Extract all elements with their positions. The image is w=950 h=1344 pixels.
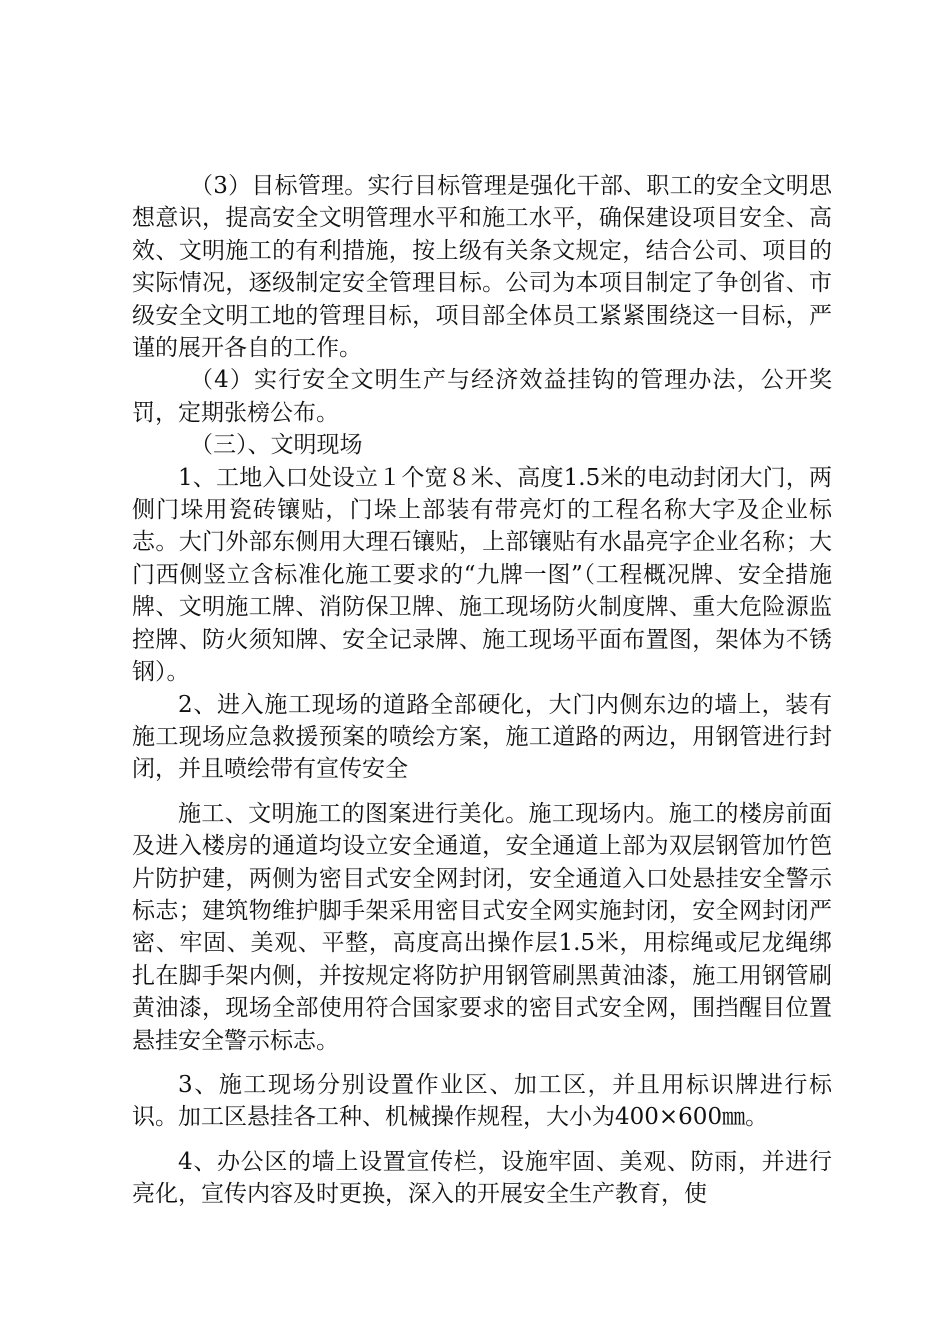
paragraph-site-roads: 2、进入施工现场的道路全部硬化，大门内侧东边的墙上，装有施工现场应急救援预案的喷绘方案，施工道路的两边，用钢管进行封闭，并且喷绘带有宣传安全 — [132, 691, 832, 783]
paragraph-reward-policy: （4）实行安全文明生产与经济效益挂钩的管理办法，公开奖罚，定期张榜公布。 — [132, 367, 832, 426]
paragraph-office-bulletin: 4、办公区的墙上设置宣传栏，设施牢固、美观、防雨，并进行亮化，宣传内容及时更换，深入的开展安全生产教育，使 — [132, 1148, 832, 1208]
document-body — [132, 170, 832, 1211]
paragraph-safety-passages: 施工、文明施工的图案进行美化。施工现场内。施工的楼房前面及进入楼房的通道均设立安全通道，安全通道上部为双层钢管加竹笆片防护建，两侧为密目式安全网封闭，安全通道入口处悬挂安全警示标志；建筑物维护脚手架采用密目式安全网实施封闭，安全网封闭严密、牢固、美观、平整，高度高出操作层1.5米，用棕绳或尼龙绳绑扎在脚手架内侧，并按规定将防护用钢管刷黑黄油漆，施工用钢管刷黄油漆，现场全部使用符合国家要求的密目式安全网，围挡醒目位置悬挂安全警示标志。 — [132, 800, 832, 1054]
section-heading-civilized-site: （三）、文明现场 — [190, 432, 363, 459]
paragraph-work-zones: 3、施工现场分别设置作业区、加工区，并且用标识牌进行标识。加工区悬挂各工种、机械操作规程，大小为400×600㎜。 — [132, 1071, 832, 1131]
paragraph-site-entrance: 1、工地入口处设立１个宽８米、高度1.5米的电动封闭大门，两侧门垛用瓷砖镶贴，门垛上部装有带亮灯的工程名称大字及企业标志。大门外部东侧用大理石镶贴，上部镶贴有水晶亮字企业名称；大门西侧竖立含标准化施工要求的“九牌一图”（工程概况牌、安全措施牌、文明施工牌、消防保卫牌、施工现场防火制度牌、重大危险源监控牌、防火须知牌、安全记录牌、施工现场平面布置图，架体为不锈钢）。 — [132, 464, 832, 686]
paragraph-target-management: （3）目标管理。实行目标管理是强化干部、职工的安全文明思想意识，提高安全文明管理水平和施工水平，确保建设项目安全、高效、文明施工的有利措施，按上级有关条文规定，结合公司、项目的实际情况，逐级制定安全管理目标。公司为本项目制定了争创省、市级安全文明工地的管理目标，项目部全体员工紧紧围绕这一目标，严谨的展开各自的工作。 — [132, 173, 832, 362]
